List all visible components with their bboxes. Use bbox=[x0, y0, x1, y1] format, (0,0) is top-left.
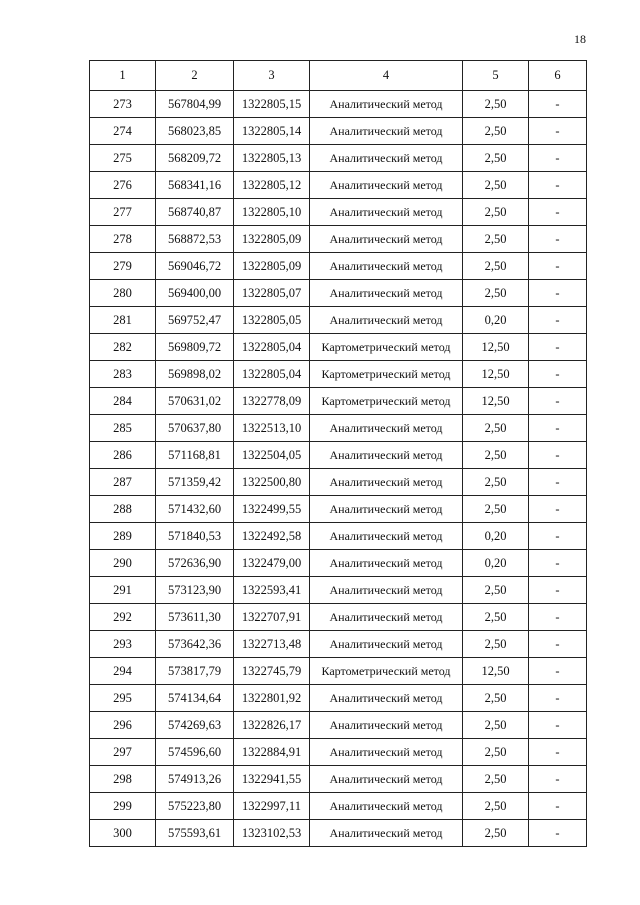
cell-method: Аналитический метод bbox=[310, 550, 463, 577]
cell-point-number: 289 bbox=[90, 523, 156, 550]
cell-y-coordinate: 1322941,55 bbox=[234, 766, 310, 793]
cell-y-coordinate: 1322707,91 bbox=[234, 604, 310, 631]
table-row bbox=[90, 361, 587, 388]
table-row bbox=[90, 388, 587, 415]
table-row bbox=[90, 550, 587, 577]
cell-point-number: 278 bbox=[90, 226, 156, 253]
cell-note: - bbox=[529, 91, 587, 118]
cell-x-coordinate: 569400,00 bbox=[156, 280, 234, 307]
cell-point-number: 283 bbox=[90, 361, 156, 388]
cell-x-coordinate: 574134,64 bbox=[156, 685, 234, 712]
cell-accuracy: 2,50 bbox=[463, 496, 529, 523]
cell-accuracy: 2,50 bbox=[463, 280, 529, 307]
cell-x-coordinate: 569898,02 bbox=[156, 361, 234, 388]
cell-point-number: 275 bbox=[90, 145, 156, 172]
table-row bbox=[90, 604, 587, 631]
table-row bbox=[90, 793, 587, 820]
cell-method: Картометрический метод bbox=[310, 361, 463, 388]
cell-x-coordinate: 571359,42 bbox=[156, 469, 234, 496]
header-row bbox=[90, 61, 587, 91]
cell-point-number: 295 bbox=[90, 685, 156, 712]
cell-note: - bbox=[529, 415, 587, 442]
table-row bbox=[90, 739, 587, 766]
cell-y-coordinate: 1322504,05 bbox=[234, 442, 310, 469]
header-cell-5: 5 bbox=[463, 61, 529, 91]
cell-accuracy: 2,50 bbox=[463, 712, 529, 739]
page-number: 18 bbox=[574, 32, 586, 46]
table-row bbox=[90, 118, 587, 145]
cell-method: Аналитический метод bbox=[310, 307, 463, 334]
cell-method: Аналитический метод bbox=[310, 577, 463, 604]
cell-x-coordinate: 574596,60 bbox=[156, 739, 234, 766]
cell-accuracy: 2,50 bbox=[463, 415, 529, 442]
cell-y-coordinate: 1322499,55 bbox=[234, 496, 310, 523]
cell-note: - bbox=[529, 145, 587, 172]
cell-accuracy: 2,50 bbox=[463, 145, 529, 172]
cell-point-number: 284 bbox=[90, 388, 156, 415]
cell-x-coordinate: 571432,60 bbox=[156, 496, 234, 523]
cell-note: - bbox=[529, 523, 587, 550]
cell-accuracy: 2,50 bbox=[463, 604, 529, 631]
cell-x-coordinate: 570637,80 bbox=[156, 415, 234, 442]
cell-accuracy: 2,50 bbox=[463, 226, 529, 253]
cell-method: Аналитический метод bbox=[310, 280, 463, 307]
cell-x-coordinate: 575223,80 bbox=[156, 793, 234, 820]
cell-note: - bbox=[529, 199, 587, 226]
cell-note: - bbox=[529, 307, 587, 334]
cell-point-number: 299 bbox=[90, 793, 156, 820]
cell-note: - bbox=[529, 361, 587, 388]
cell-point-number: 274 bbox=[90, 118, 156, 145]
table-row bbox=[90, 658, 587, 685]
cell-note: - bbox=[529, 739, 587, 766]
cell-accuracy: 2,50 bbox=[463, 172, 529, 199]
cell-y-coordinate: 1322805,14 bbox=[234, 118, 310, 145]
cell-point-number: 285 bbox=[90, 415, 156, 442]
table-row bbox=[90, 280, 587, 307]
cell-accuracy: 12,50 bbox=[463, 334, 529, 361]
cell-note: - bbox=[529, 253, 587, 280]
cell-accuracy: 2,50 bbox=[463, 685, 529, 712]
cell-point-number: 297 bbox=[90, 739, 156, 766]
table-row bbox=[90, 442, 587, 469]
cell-method: Аналитический метод bbox=[310, 415, 463, 442]
cell-note: - bbox=[529, 820, 587, 847]
cell-y-coordinate: 1322826,17 bbox=[234, 712, 310, 739]
cell-accuracy: 2,50 bbox=[463, 118, 529, 145]
cell-method: Аналитический метод bbox=[310, 469, 463, 496]
cell-method: Аналитический метод bbox=[310, 793, 463, 820]
cell-y-coordinate: 1322805,15 bbox=[234, 91, 310, 118]
table-row bbox=[90, 766, 587, 793]
cell-x-coordinate: 571168,81 bbox=[156, 442, 234, 469]
table-row bbox=[90, 199, 587, 226]
coordinates-table bbox=[89, 60, 587, 847]
cell-method: Аналитический метод bbox=[310, 199, 463, 226]
header-cell-3: 3 bbox=[234, 61, 310, 91]
table-row bbox=[90, 226, 587, 253]
cell-x-coordinate: 574913,26 bbox=[156, 766, 234, 793]
cell-x-coordinate: 573642,36 bbox=[156, 631, 234, 658]
cell-method: Аналитический метод bbox=[310, 145, 463, 172]
cell-x-coordinate: 573123,90 bbox=[156, 577, 234, 604]
cell-point-number: 280 bbox=[90, 280, 156, 307]
cell-x-coordinate: 571840,53 bbox=[156, 523, 234, 550]
cell-accuracy: 0,20 bbox=[463, 523, 529, 550]
header-cell-4: 4 bbox=[310, 61, 463, 91]
cell-point-number: 296 bbox=[90, 712, 156, 739]
cell-accuracy: 12,50 bbox=[463, 388, 529, 415]
cell-y-coordinate: 1322745,79 bbox=[234, 658, 310, 685]
table-row bbox=[90, 496, 587, 523]
table-row bbox=[90, 253, 587, 280]
cell-x-coordinate: 575593,61 bbox=[156, 820, 234, 847]
cell-accuracy: 2,50 bbox=[463, 199, 529, 226]
cell-accuracy: 0,20 bbox=[463, 550, 529, 577]
cell-point-number: 282 bbox=[90, 334, 156, 361]
cell-note: - bbox=[529, 226, 587, 253]
table-row bbox=[90, 91, 587, 118]
cell-x-coordinate: 568023,85 bbox=[156, 118, 234, 145]
cell-point-number: 279 bbox=[90, 253, 156, 280]
cell-method: Картометрический метод bbox=[310, 388, 463, 415]
cell-method: Аналитический метод bbox=[310, 442, 463, 469]
header-cell-1: 1 bbox=[90, 61, 156, 91]
cell-y-coordinate: 1322805,09 bbox=[234, 253, 310, 280]
cell-point-number: 273 bbox=[90, 91, 156, 118]
cell-x-coordinate: 569752,47 bbox=[156, 307, 234, 334]
cell-y-coordinate: 1322805,09 bbox=[234, 226, 310, 253]
cell-note: - bbox=[529, 766, 587, 793]
cell-x-coordinate: 570631,02 bbox=[156, 388, 234, 415]
cell-x-coordinate: 569046,72 bbox=[156, 253, 234, 280]
cell-y-coordinate: 1322805,10 bbox=[234, 199, 310, 226]
cell-point-number: 298 bbox=[90, 766, 156, 793]
table-row bbox=[90, 712, 587, 739]
cell-y-coordinate: 1322805,12 bbox=[234, 172, 310, 199]
cell-accuracy: 12,50 bbox=[463, 658, 529, 685]
cell-note: - bbox=[529, 793, 587, 820]
cell-point-number: 294 bbox=[90, 658, 156, 685]
cell-y-coordinate: 1322805,04 bbox=[234, 361, 310, 388]
cell-method: Аналитический метод bbox=[310, 685, 463, 712]
cell-accuracy: 0,20 bbox=[463, 307, 529, 334]
cell-method: Картометрический метод bbox=[310, 658, 463, 685]
cell-method: Аналитический метод bbox=[310, 523, 463, 550]
cell-point-number: 300 bbox=[90, 820, 156, 847]
cell-accuracy: 2,50 bbox=[463, 253, 529, 280]
table-row bbox=[90, 307, 587, 334]
cell-point-number: 290 bbox=[90, 550, 156, 577]
cell-x-coordinate: 574269,63 bbox=[156, 712, 234, 739]
cell-note: - bbox=[529, 388, 587, 415]
cell-note: - bbox=[529, 118, 587, 145]
cell-note: - bbox=[529, 604, 587, 631]
cell-y-coordinate: 1322500,80 bbox=[234, 469, 310, 496]
cell-y-coordinate: 1322492,58 bbox=[234, 523, 310, 550]
cell-y-coordinate: 1322884,91 bbox=[234, 739, 310, 766]
cell-method: Аналитический метод bbox=[310, 820, 463, 847]
cell-accuracy: 2,50 bbox=[463, 442, 529, 469]
cell-y-coordinate: 1322801,92 bbox=[234, 685, 310, 712]
table-row bbox=[90, 631, 587, 658]
cell-x-coordinate: 573611,30 bbox=[156, 604, 234, 631]
cell-point-number: 277 bbox=[90, 199, 156, 226]
table-row bbox=[90, 685, 587, 712]
cell-point-number: 293 bbox=[90, 631, 156, 658]
cell-note: - bbox=[529, 496, 587, 523]
cell-y-coordinate: 1322513,10 bbox=[234, 415, 310, 442]
cell-x-coordinate: 568740,87 bbox=[156, 199, 234, 226]
cell-note: - bbox=[529, 550, 587, 577]
cell-note: - bbox=[529, 280, 587, 307]
cell-method: Аналитический метод bbox=[310, 712, 463, 739]
table-row bbox=[90, 334, 587, 361]
cell-method: Аналитический метод bbox=[310, 631, 463, 658]
cell-method: Аналитический метод bbox=[310, 226, 463, 253]
cell-accuracy: 2,50 bbox=[463, 631, 529, 658]
cell-accuracy: 2,50 bbox=[463, 469, 529, 496]
cell-y-coordinate: 1322805,04 bbox=[234, 334, 310, 361]
cell-y-coordinate: 1323102,53 bbox=[234, 820, 310, 847]
cell-method: Аналитический метод bbox=[310, 253, 463, 280]
cell-method: Аналитический метод bbox=[310, 172, 463, 199]
cell-note: - bbox=[529, 631, 587, 658]
header-cell-6: 6 bbox=[529, 61, 587, 91]
cell-point-number: 291 bbox=[90, 577, 156, 604]
cell-note: - bbox=[529, 172, 587, 199]
cell-y-coordinate: 1322778,09 bbox=[234, 388, 310, 415]
header-cell-2: 2 bbox=[156, 61, 234, 91]
cell-method: Картометрический метод bbox=[310, 334, 463, 361]
cell-point-number: 281 bbox=[90, 307, 156, 334]
cell-method: Аналитический метод bbox=[310, 496, 463, 523]
table-row bbox=[90, 415, 587, 442]
cell-accuracy: 2,50 bbox=[463, 91, 529, 118]
cell-note: - bbox=[529, 469, 587, 496]
table-row bbox=[90, 523, 587, 550]
cell-point-number: 287 bbox=[90, 469, 156, 496]
table-row bbox=[90, 577, 587, 604]
cell-y-coordinate: 1322713,48 bbox=[234, 631, 310, 658]
cell-method: Аналитический метод bbox=[310, 91, 463, 118]
cell-accuracy: 2,50 bbox=[463, 739, 529, 766]
table-row bbox=[90, 469, 587, 496]
table-body bbox=[90, 91, 587, 847]
cell-point-number: 286 bbox=[90, 442, 156, 469]
cell-method: Аналитический метод bbox=[310, 739, 463, 766]
cell-x-coordinate: 572636,90 bbox=[156, 550, 234, 577]
cell-accuracy: 2,50 bbox=[463, 793, 529, 820]
cell-accuracy: 12,50 bbox=[463, 361, 529, 388]
cell-method: Аналитический метод bbox=[310, 604, 463, 631]
cell-x-coordinate: 568209,72 bbox=[156, 145, 234, 172]
cell-y-coordinate: 1322593,41 bbox=[234, 577, 310, 604]
cell-x-coordinate: 568872,53 bbox=[156, 226, 234, 253]
table-row bbox=[90, 820, 587, 847]
cell-y-coordinate: 1322805,13 bbox=[234, 145, 310, 172]
table-row bbox=[90, 145, 587, 172]
cell-note: - bbox=[529, 577, 587, 604]
cell-accuracy: 2,50 bbox=[463, 577, 529, 604]
cell-note: - bbox=[529, 658, 587, 685]
cell-accuracy: 2,50 bbox=[463, 820, 529, 847]
cell-y-coordinate: 1322997,11 bbox=[234, 793, 310, 820]
cell-note: - bbox=[529, 334, 587, 361]
cell-y-coordinate: 1322805,05 bbox=[234, 307, 310, 334]
cell-x-coordinate: 567804,99 bbox=[156, 91, 234, 118]
cell-method: Аналитический метод bbox=[310, 118, 463, 145]
table-row bbox=[90, 172, 587, 199]
cell-x-coordinate: 568341,16 bbox=[156, 172, 234, 199]
cell-x-coordinate: 569809,72 bbox=[156, 334, 234, 361]
cell-y-coordinate: 1322805,07 bbox=[234, 280, 310, 307]
cell-point-number: 288 bbox=[90, 496, 156, 523]
cell-note: - bbox=[529, 442, 587, 469]
cell-x-coordinate: 573817,79 bbox=[156, 658, 234, 685]
cell-point-number: 276 bbox=[90, 172, 156, 199]
cell-point-number: 292 bbox=[90, 604, 156, 631]
cell-accuracy: 2,50 bbox=[463, 766, 529, 793]
cell-note: - bbox=[529, 685, 587, 712]
cell-y-coordinate: 1322479,00 bbox=[234, 550, 310, 577]
cell-note: - bbox=[529, 712, 587, 739]
cell-method: Аналитический метод bbox=[310, 766, 463, 793]
